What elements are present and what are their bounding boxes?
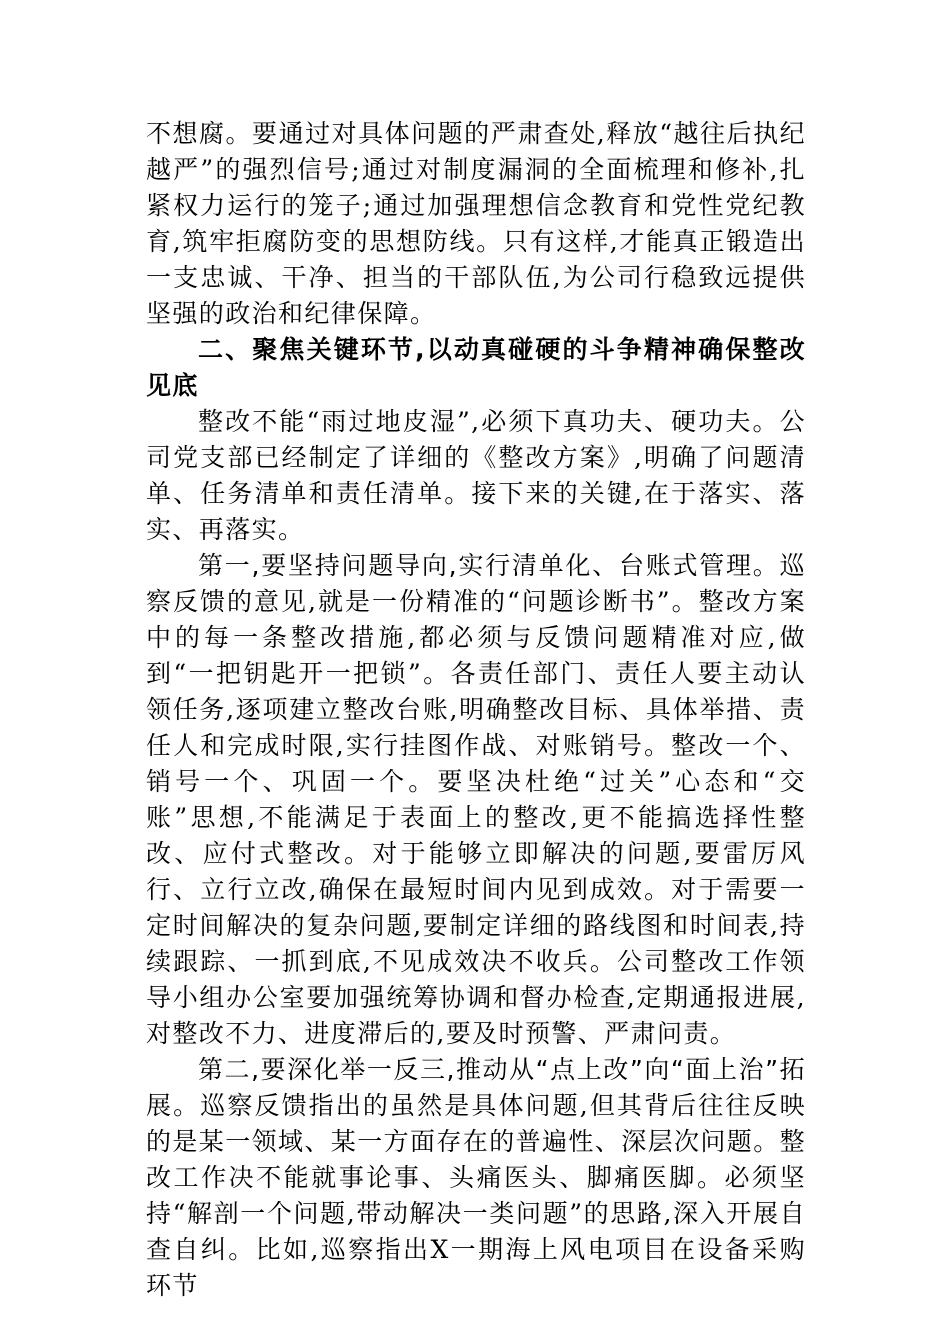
item-two-body: 巡察反馈指出的虽然是具体问题,但其背后往往反映的是某一领域、某一方面存在的普遍性、深层次问题。整改工作决不能就事论事、头痛医头、脚痛医脚。必须坚持“解剖一个问题,带动解决一类问题”的思路,深入开展自查自纠。比如,巡察指出X一期海上风电项目在设备采购环节 [146,1091,807,1300]
paragraph-closing: 不想腐。要通过对具体问题的严肃查处,释放“越往后执纪越严”的强烈信号;通过对制度漏洞的全面梳理和修补,扎紧权力运行的笼子;通过加强理想信念教育和党性党纪教育,筑牢拒腐防变的思想防线。只有这样,才能真正锻造出一支忠诚、干净、担当的干部队伍,为公司行稳致远提供坚强的政治和纪律保障。 [146,119,806,328]
section-intro-paragraph: 整改不能“雨过地皮湿”,必须下真功夫、硬功夫。公司党支部已经制定了详细的《整改方案》,明确了问题清单、任务清单和责任清单。接下来的关键,在于落实、落实、再落实。 [146,407,806,544]
item-one-lead: 第一,要坚持问题导向,实行清单化、台账式管理。 [198,551,780,580]
document-page [146,116,806,1304]
item-one-body: 巡察反馈的意见,就是一份精准的“问题诊断书”。整改方案中的每一条整改措施,都必须与反馈问题精准对应,做到“一把钥匙开一把锁”。各责任部门、责任人要主动认领任务,逐项建立整改台账,明确整改目标、具体举措、责任人和完成时限,实行挂图作战、对账销号。整改一个、销号一个、巩固一个。要坚决杜绝“过关”心态和“交账”思想,不能满足于表面上的整改,更不能搞选择性整改、应付式整改。对于能够立即解决的问题,要雷厉风行、立行立改,确保在最短时间内见到成效。对于需要一定时间解决的复杂问题,要制定详细的路线图和时间表,持续跟踪、一抓到底,不见成效决不收兵。公司整改工作领导小组办公室要加强统筹协调和督办检查,定期通报进展,对整改不力、进度滞后的,要及时预警、严肃问责。 [146,551,806,1048]
item-two-lead: 第二,要深化举一反三,推动从“点上改”向“面上治”拓展。 [146,1055,806,1120]
item-one-paragraph [146,548,806,1052]
item-two-paragraph [146,1052,806,1304]
section-heading: 二、聚焦关键环节,以动真碰硬的斗争精神确保整改见底 [146,335,806,400]
